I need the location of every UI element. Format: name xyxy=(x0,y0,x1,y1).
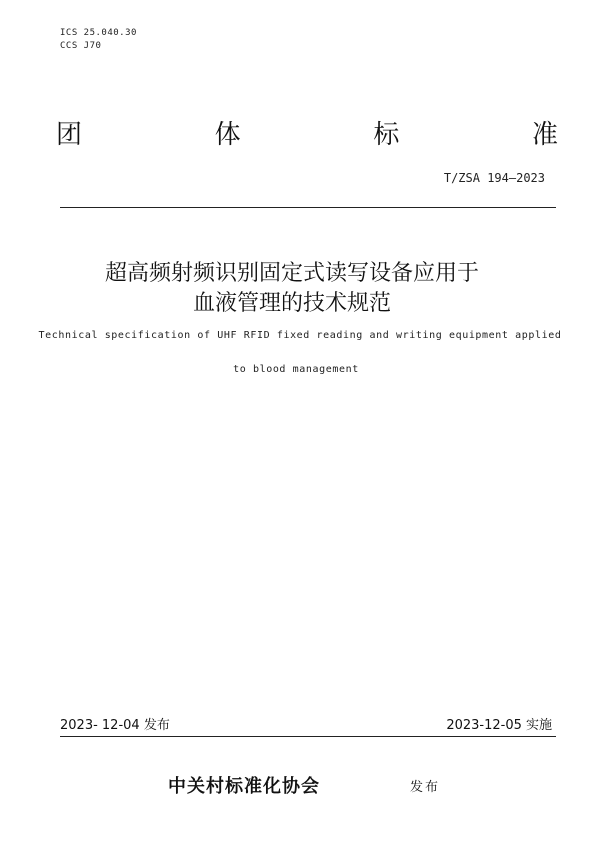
publish-date: 2023- 12-04 发布 xyxy=(60,718,170,733)
ccs-code: CCS J70 xyxy=(60,41,102,51)
bottom-divider xyxy=(60,736,556,737)
implement-date: 2023-12-05 实施 xyxy=(446,718,552,733)
category-char: 团 xyxy=(56,120,83,150)
title-english-line-1: Technical specification of UHF RFID fixed reading and writing equipment applied xyxy=(38,330,562,341)
category-char: 体 xyxy=(214,120,241,150)
title-english-line-2: to blood management xyxy=(233,364,359,375)
publisher-name: 中关村标准化协会 xyxy=(168,776,320,797)
ics-code: ICS 25.040.30 xyxy=(60,28,137,38)
category-char: 准 xyxy=(531,120,558,150)
standard-number: T/ZSA 194—2023 xyxy=(443,171,545,185)
standard-category-heading xyxy=(56,118,558,152)
category-char: 标 xyxy=(373,120,400,150)
title-chinese-line-2: 血液管理的技术规范 xyxy=(192,291,391,316)
publish-label: 发布 xyxy=(410,780,441,795)
title-chinese-line-1: 超高频射频识别固定式读写设备应用于 xyxy=(104,261,479,286)
top-divider xyxy=(60,207,556,208)
